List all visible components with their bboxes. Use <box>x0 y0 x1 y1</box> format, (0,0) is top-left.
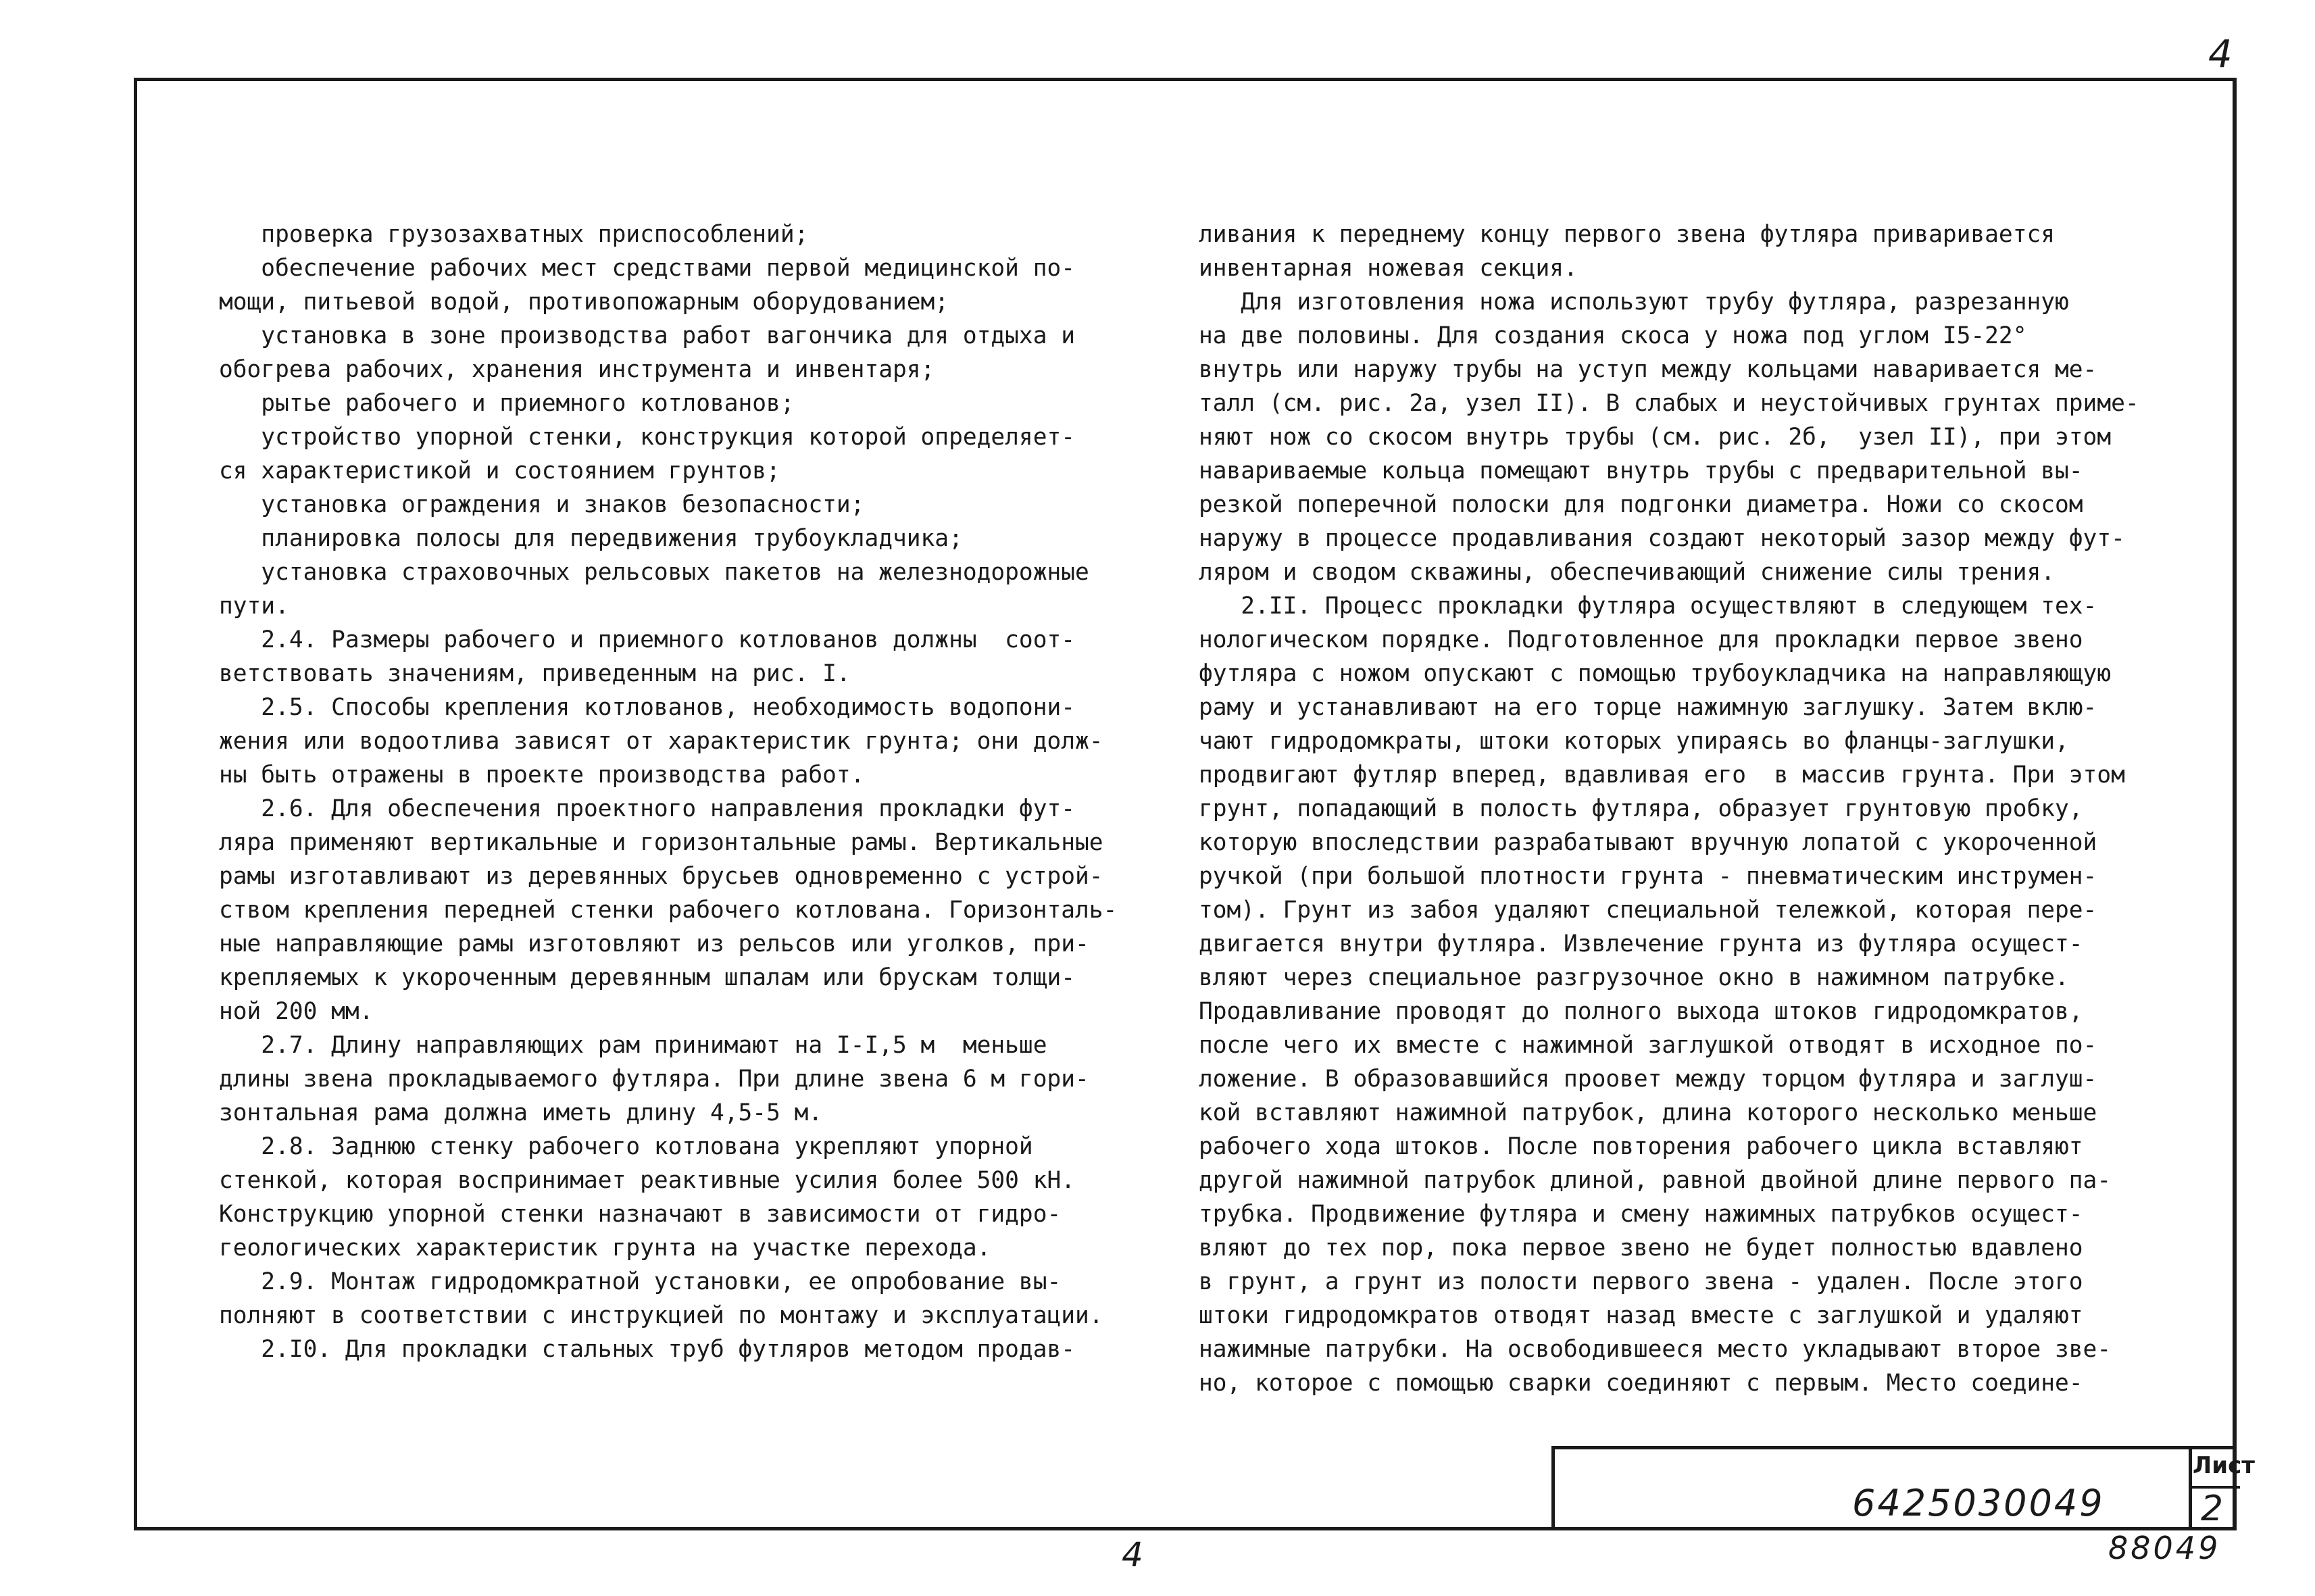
left-column-line: 2.5. Способы крепления котлованов, необходимость водопони- <box>219 694 1076 721</box>
left-column-line: ством крепления передней стенки рабочего котлована. Горизонталь- <box>219 897 1118 924</box>
left-column-line: ся характеристикой и состоянием грунтов; <box>219 457 780 484</box>
left-column-line: 2.7. Длину направляющих рам принимают на I-I,5 м меньше <box>219 1032 1047 1059</box>
sheet-number: 2 <box>2201 1489 2224 1529</box>
left-text-column <box>219 218 1151 1366</box>
left-column-line: установка в зоне производства работ вагончика для отдыха и <box>219 322 1076 349</box>
left-column-line: ные направляющие рамы изготовляют из рельсов или уголков, при- <box>219 930 1089 957</box>
right-column-line: после чего их вместе с нажимной заглушкой отводят в исходное по- <box>1199 1032 2097 1059</box>
right-column-line: кой вставляют нажимной патрубок, длина которого несколько меньше <box>1199 1099 2097 1126</box>
left-column-line: рытье рабочего и приемного котлованов; <box>219 390 795 417</box>
left-column-line: ной 200 мм. <box>219 998 374 1025</box>
right-column-line: чают гидродомкраты, штоки которых упираясь во фланцы-заглушки, <box>1199 728 2069 755</box>
left-column-line: обогрева рабочих, хранения инструмента и инвентаря; <box>219 356 935 383</box>
right-column-line: в грунт, а грунт из полости первого звена - удален. После этого <box>1199 1268 2083 1295</box>
right-column-line: нологическом порядке. Подготовленное для прокладки первое звено <box>1199 626 2083 653</box>
left-column-line: Конструкцию упорной стенки назначают в зависимости от гидро- <box>219 1201 1062 1228</box>
left-column-line: стенкой, которая воспринимает реактивные усилия более 500 кН. <box>219 1167 1076 1194</box>
left-column-line: 2.4. Размеры рабочего и приемного котлованов должны соот- <box>219 626 1076 653</box>
right-column-line: двигается внутри футляра. Извлечение грунта из футляра осущест- <box>1199 930 2083 957</box>
right-column-line: ручкой (при большой плотности грунта - пневматическим инструмен- <box>1199 863 2097 890</box>
right-column-line: Для изготовления ножа используют трубу футляра, разрезанную <box>1199 289 2069 316</box>
left-column-line: ны быть отражены в проекте производства работ. <box>219 762 865 789</box>
right-column-line: резкой поперечной полоски для подгонки диаметра. Ножи со скосом <box>1199 491 2083 518</box>
right-column-line: талл (см. рис. 2а, узел II). В слабых и неустойчивых грунтах приме- <box>1199 390 2139 417</box>
right-column-line: навариваемые кольца помещают внутрь трубы с предварительной вы- <box>1199 457 2083 484</box>
left-column-line: 2.I0. Для прокладки стальных труб футляров методом продав- <box>219 1336 1076 1363</box>
left-column-line: установка ограждения и знаков безопасности; <box>219 491 865 518</box>
archive-code: 88049 <box>2108 1530 2221 1566</box>
right-column-line: на две половины. Для создания скоса у ножа под углом I5-22° <box>1199 322 2027 349</box>
right-column-line: которую впоследствии разрабатывают вручную лопатой с укороченной <box>1199 829 2097 856</box>
left-column-line: планировка полосы для передвижения трубоукладчика; <box>219 525 963 552</box>
right-text-column <box>1199 218 2138 1400</box>
left-column-line: пути. <box>219 593 289 620</box>
left-column-line: жения или водоотлива зависят от характеристик грунта; они долж- <box>219 728 1103 755</box>
right-column-line: вляют до тех пор, пока первое звено не будет полностью вдавлено <box>1199 1235 2083 1262</box>
left-column-line: мощи, питьевой водой, противопожарным оборудованием; <box>219 289 949 316</box>
right-column-line: рабочего хода штоков. После повторения рабочего цикла вставляют <box>1199 1133 2083 1160</box>
left-column-line: зонтальная рама должна иметь длину 4,5-5 м. <box>219 1099 823 1126</box>
right-column-line: Продавливание проводят до полного выхода штоков гидродомкратов, <box>1199 998 2083 1025</box>
right-column-line: ляром и сводом скважины, обеспечивающий снижение силы трения. <box>1199 559 2056 586</box>
right-column-line: продвигают футляр вперед, вдавливая его в массив грунта. При этом <box>1199 762 2125 789</box>
sheet-label: Лист <box>2193 1452 2255 1479</box>
title-block <box>1551 1446 2255 1530</box>
right-column-line: другой нажимной патрубок длиной, равной двойной длине первого па- <box>1199 1167 2112 1194</box>
left-column-line: 2.6. Для обеспечения проектного направления прокладки фут- <box>219 795 1076 822</box>
left-column-line: устройство упорной стенки, конструкция которой определяет- <box>219 424 1076 451</box>
right-column-line: штоки гидродомкратов отводят назад вместе с заглушкой и удаляют <box>1199 1302 2083 1329</box>
right-column-line: грунт, попадающий в полость футляра, образует грунтовую пробку, <box>1199 795 2083 822</box>
right-column-line: внутрь или наружу трубы на уступ между кольцами наваривается ме- <box>1199 356 2097 383</box>
page-number-bottom: 4 <box>1122 1535 1146 1574</box>
left-column-line: обеспечение рабочих мест средствами первой медицинской по- <box>219 255 1076 282</box>
left-column-line: 2.8. Заднюю стенку рабочего котлована укрепляют упорной <box>219 1133 1033 1160</box>
right-column-line: том). Грунт из забоя удаляют специальной тележкой, которая пере- <box>1199 897 2097 924</box>
right-column-line: ливания к переднему концу первого звена футляра приваривается <box>1199 221 2056 248</box>
left-column-line: рамы изготавливают из деревянных брусьев одновременно с устрой- <box>219 863 1103 890</box>
right-column-line: трубка. Продвижение футляра и смену нажимных патрубков осущест- <box>1199 1201 2083 1228</box>
left-column-line: полняют в соответствии с инструкцией по монтажу и эксплуатации. <box>219 1302 1103 1329</box>
left-column-line: 2.9. Монтаж гидродомкратной установки, ее опробование вы- <box>219 1268 1062 1295</box>
right-column-line: няют нож со скосом внутрь трубы (см. рис. 2б, узел II), при этом <box>1199 424 2112 451</box>
right-column-line: но, которое с помощью сварки соединяют с первым. Место соедине- <box>1199 1370 2083 1397</box>
left-column-line: длины звена прокладываемого футляра. При длине звена 6 м гори- <box>219 1066 1089 1093</box>
right-column-line: вляют через специальное разгрузочное окно в нажимном патрубке. <box>1199 964 2069 991</box>
left-column-line: проверка грузозахватных приспособлений; <box>219 221 809 248</box>
title-block-divider <box>2189 1449 2192 1530</box>
left-column-line: установка страховочных рельсовых пакетов на железнодорожные <box>219 559 1089 586</box>
page-number-top: 4 <box>2208 32 2235 76</box>
right-column-line: нажимные патрубки. На освободившееся место укладывают второе зве- <box>1199 1336 2112 1363</box>
left-column-line: ветствовать значениям, приведенным на рис. I. <box>219 660 851 687</box>
right-column-line: наружу в процессе продавливания создают некоторый зазор между фут- <box>1199 525 2125 552</box>
left-column-line: геологических характеристик грунта на участке перехода. <box>219 1235 991 1262</box>
left-column-line: крепляемых к укороченным деревянным шпалам или брускам толщи- <box>219 964 1076 991</box>
right-column-line: ложение. В образовавшийся проовет между торцом футляра и заглуш- <box>1199 1066 2097 1093</box>
right-column-line: инвентарная ножевая секция. <box>1199 255 1578 282</box>
right-column-line: 2.II. Процесс прокладки футляра осуществляют в следующем тех- <box>1199 593 2097 620</box>
right-column-line: раму и устанавливают на его торце нажимную заглушку. Затем вклю- <box>1199 694 2097 721</box>
left-column-line: ляра применяют вертикальные и горизонтальные рамы. Вертикальные <box>219 829 1103 856</box>
document-code: 6425030049 <box>1852 1482 2105 1524</box>
right-column-line: футляра с ножом опускают с помощью трубоукладчика на направляющую <box>1199 660 2112 687</box>
